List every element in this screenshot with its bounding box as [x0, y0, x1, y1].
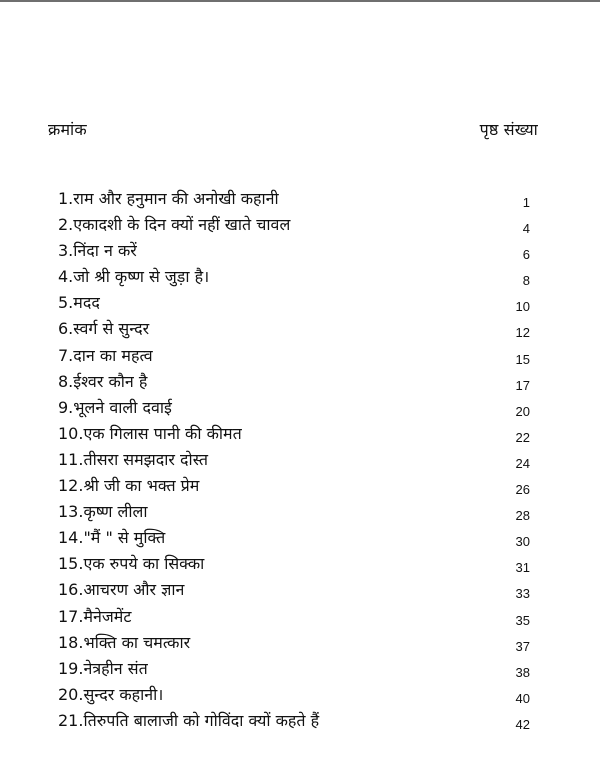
toc-entry-title: 5.मदद: [58, 293, 100, 313]
toc-entry[interactable]: [58, 188, 530, 214]
toc-entry-page-number: 12: [515, 325, 530, 341]
toc-entry[interactable]: [58, 345, 530, 371]
toc-entry-page-number: 1: [522, 195, 530, 210]
toc-entry[interactable]: [58, 318, 530, 344]
toc-entry-page-number: 24: [515, 455, 530, 471]
toc-entry-title: 12.श्री जी का भक्त प्रेम: [58, 476, 200, 496]
toc-entry[interactable]: [58, 632, 530, 658]
toc-entry[interactable]: [58, 501, 530, 527]
toc-entry-title: 9.भूलने वाली दवाई: [58, 397, 172, 417]
table-of-contents: [58, 188, 530, 736]
toc-entry-page-number: 17: [515, 377, 530, 393]
toc-entry-page-number: 4: [522, 221, 530, 237]
toc-entry-title: 20.सुन्दर कहानी।: [58, 684, 164, 704]
toc-header: [48, 118, 538, 142]
toc-entry[interactable]: [58, 658, 530, 684]
toc-entry[interactable]: [58, 266, 530, 292]
toc-entry[interactable]: [58, 710, 530, 736]
toc-entry[interactable]: [58, 579, 530, 605]
toc-entry-page-number: 30: [515, 534, 530, 550]
toc-entry-title: 14."मैं " से मुक्ति: [58, 528, 166, 548]
toc-entry-page-number: 8: [522, 273, 530, 289]
toc-entry[interactable]: [58, 606, 530, 632]
toc-entry-page-number: 37: [515, 638, 530, 654]
toc-entry[interactable]: [58, 240, 530, 266]
toc-entry[interactable]: [58, 423, 530, 449]
toc-entry-page-number: 6: [522, 247, 530, 263]
toc-entry[interactable]: [58, 449, 530, 475]
toc-entry-page-number: 33: [515, 586, 530, 602]
serial-number-heading: क्रमांक: [48, 120, 87, 139]
toc-entry-title: 17.मैनेजमेंट: [58, 606, 132, 626]
toc-entry-title: 3.निंदा न करें: [58, 241, 137, 261]
toc-entry[interactable]: [58, 527, 530, 553]
toc-entry-page-number: 38: [515, 664, 530, 680]
toc-entry-page-number: 28: [515, 508, 530, 524]
toc-entry[interactable]: [58, 292, 530, 318]
toc-entry-title: 13.कृष्ण लीला: [58, 502, 148, 522]
toc-entry-title: 4.जो श्री कृष्ण से जुड़ा है।: [58, 267, 210, 287]
toc-entry-page-number: 31: [515, 560, 530, 576]
toc-entry-title: 11.तीसरा समझदार दोस्त: [58, 449, 209, 469]
toc-entry[interactable]: [58, 371, 530, 397]
toc-entry-title: 16.आचरण और ज्ञान: [58, 580, 185, 600]
top-border-line: [0, 0, 600, 2]
toc-entry-title: 10.एक गिलास पानी की कीमत: [58, 423, 242, 443]
page-number-heading: पृष्ठ संख्या: [479, 120, 538, 139]
toc-entry[interactable]: [58, 553, 530, 579]
toc-entry-page-number: 26: [515, 482, 530, 498]
toc-entry-title: 6.स्वर्ग से सुन्दर: [58, 319, 150, 339]
toc-entry-title: 8.ईश्वर कौन है: [58, 371, 148, 391]
toc-entry-title: 7.दान का महत्व: [58, 345, 153, 365]
toc-entry-title: 15.एक रुपये का सिक्का: [58, 554, 205, 574]
toc-entry-page-number: 22: [515, 429, 530, 445]
toc-entry-page-number: 35: [515, 612, 530, 628]
toc-entry-title: 2.एकादशी के दिन क्यों नहीं खाते चावल: [58, 215, 291, 235]
toc-entry-page-number: 40: [515, 690, 530, 706]
toc-entry-page-number: 42: [515, 716, 530, 732]
toc-entry-title: 18.भक्ति का चमत्कार: [58, 632, 191, 652]
toc-entry-page-number: 15: [515, 351, 530, 367]
toc-entry-title: 21.तिरुपति बालाजी को गोविंदा क्यों कहते हैं: [58, 710, 320, 730]
toc-entry-title: 19.नेत्रहीन संत: [58, 658, 148, 678]
toc-entry-title: 1.राम और हनुमान की अनोखी कहानी: [58, 189, 279, 208]
toc-entry-page-number: 20: [515, 403, 530, 419]
toc-entry[interactable]: [58, 214, 530, 240]
toc-entry[interactable]: [58, 475, 530, 501]
toc-entry[interactable]: [58, 397, 530, 423]
toc-entry[interactable]: [58, 684, 530, 710]
toc-entry-page-number: 10: [515, 299, 530, 315]
